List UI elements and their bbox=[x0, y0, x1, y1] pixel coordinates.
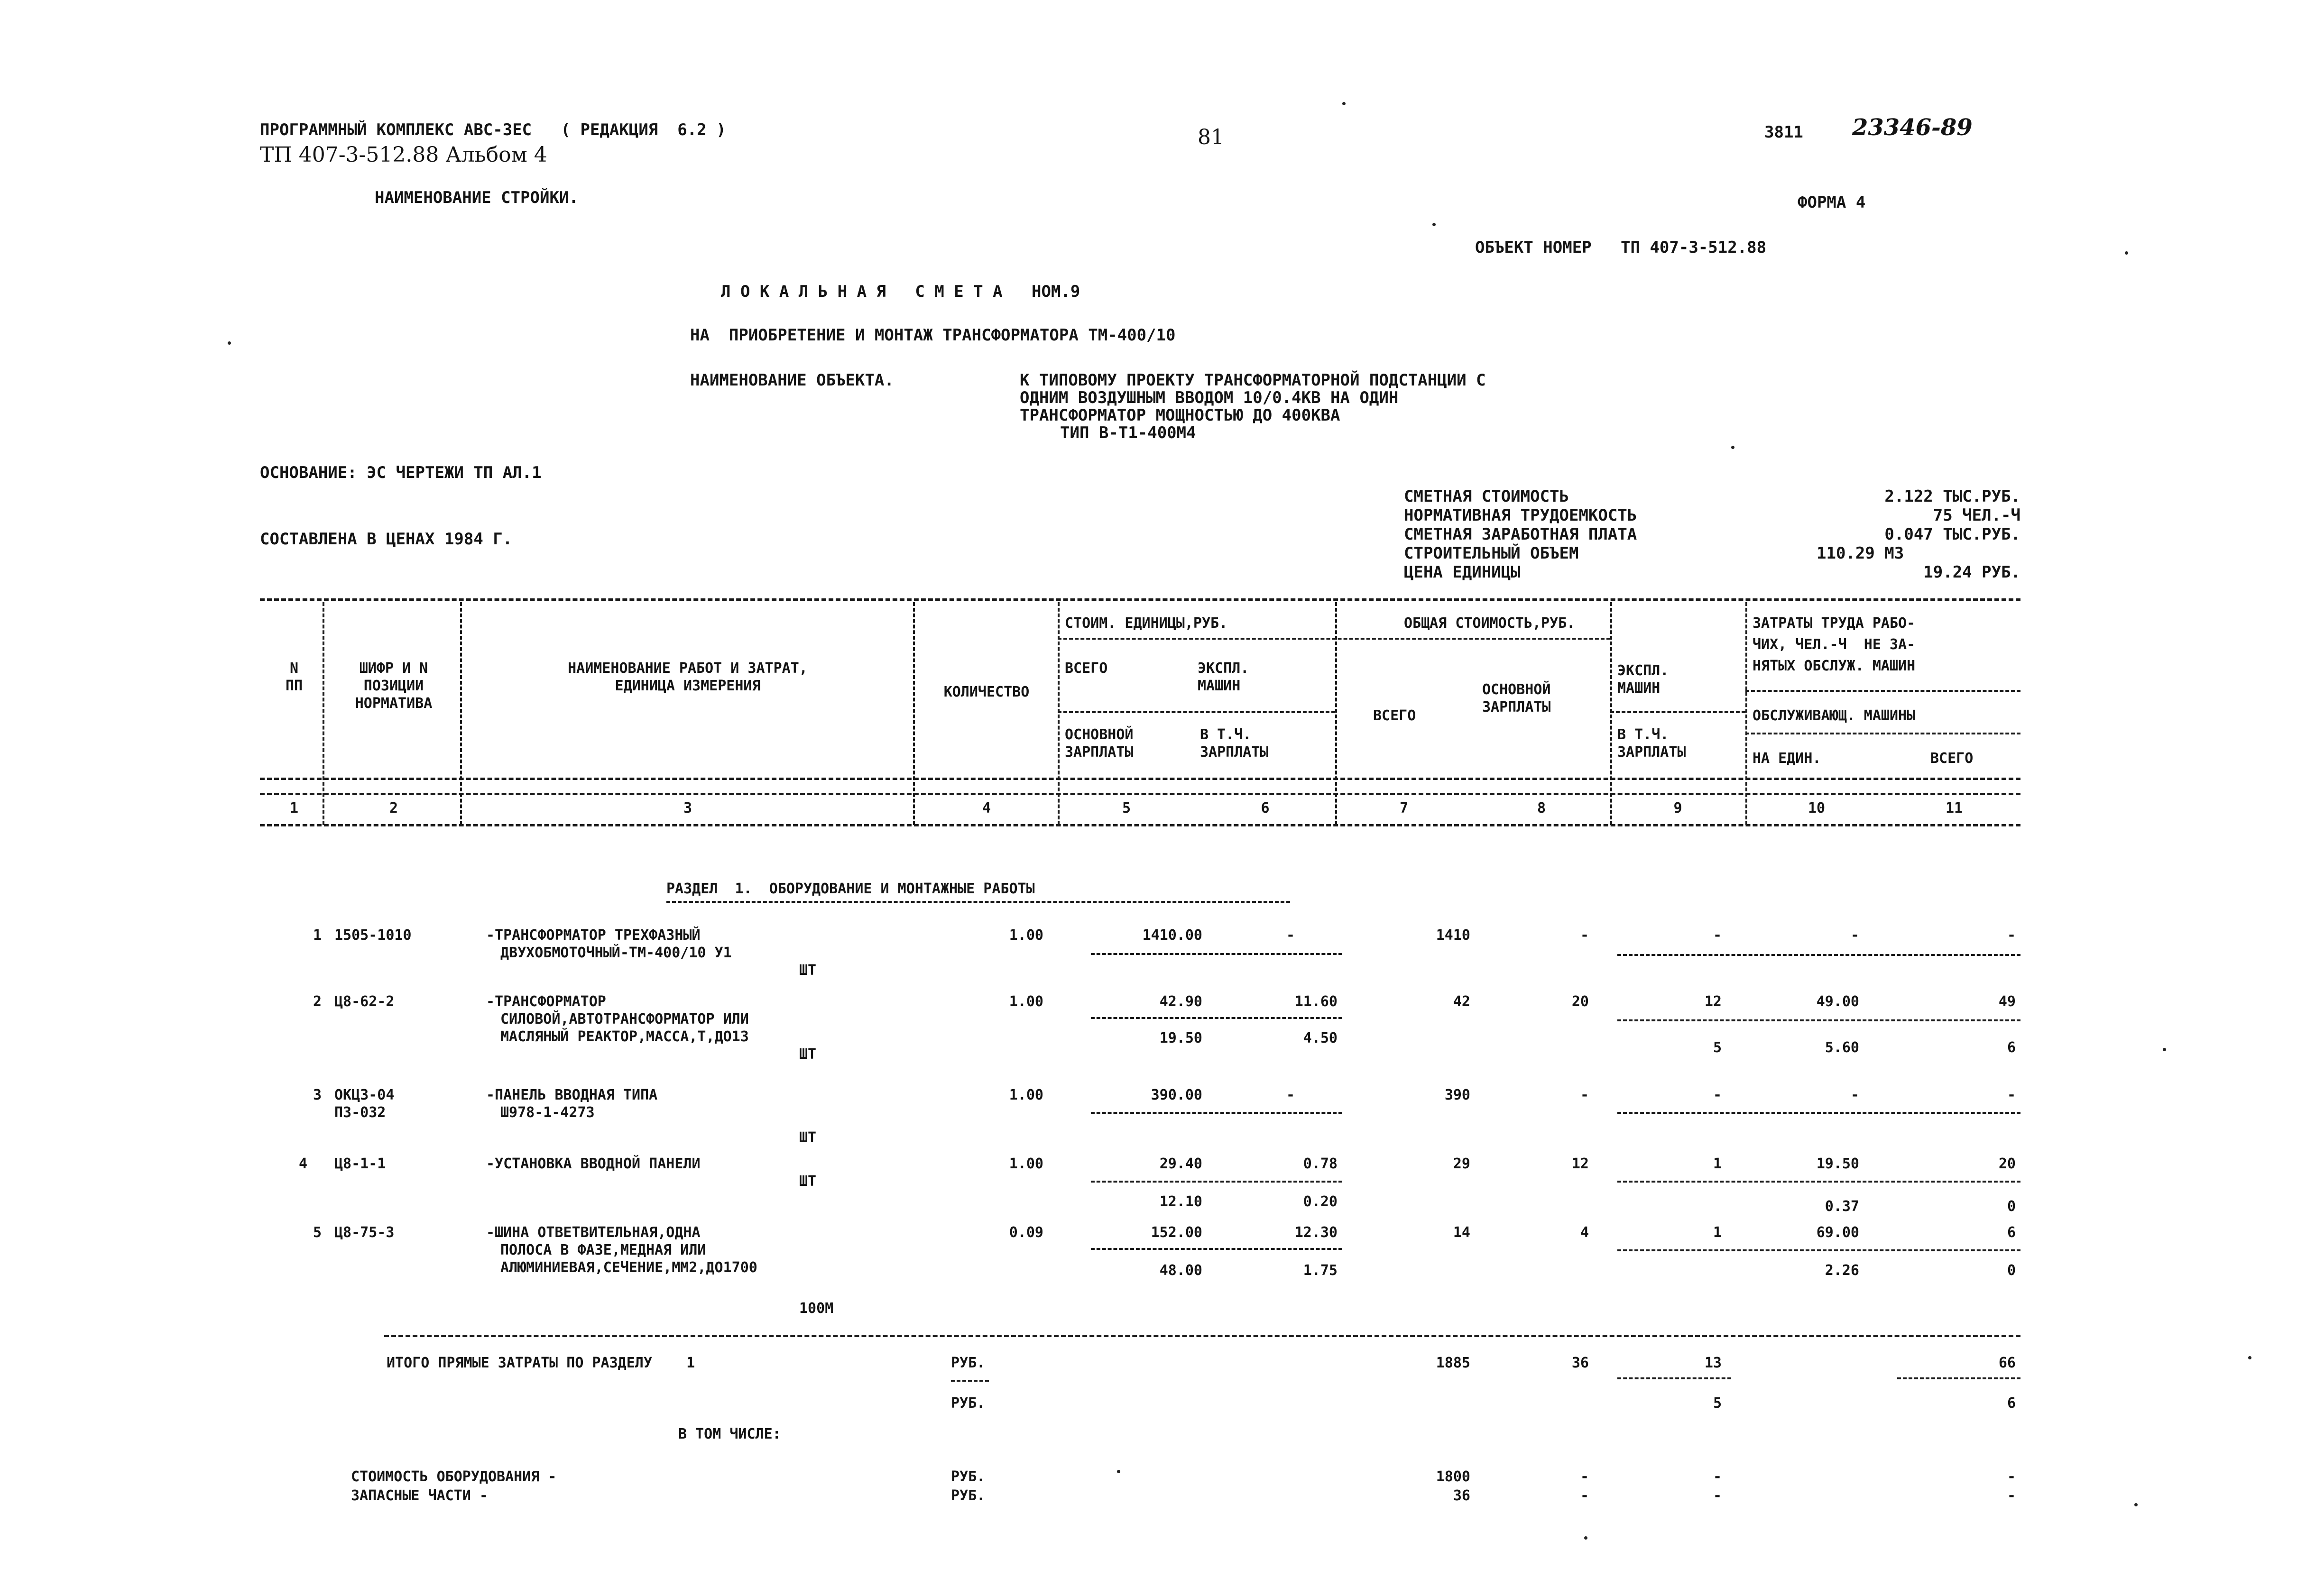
row-3-total-machines: - bbox=[1713, 1087, 1722, 1103]
row-2-labor-unit: 49.00 bbox=[1816, 993, 1859, 1010]
row-5-unit-incl: 1.75 bbox=[1303, 1262, 1338, 1279]
column-number: 8 bbox=[1537, 800, 1546, 816]
totals-total: 1885 bbox=[1436, 1355, 1470, 1371]
object-line-3: ТРАНСФОРМАТОР МОЩНОСТЬЮ ДО 400КВА bbox=[1020, 406, 1340, 425]
summary-label-wage: СМЕТНАЯ ЗАРАБОТНАЯ ПЛАТА bbox=[1404, 525, 1637, 544]
totals-unit-rule bbox=[951, 1380, 989, 1382]
row-2-labor-total: 49 bbox=[1998, 993, 2016, 1010]
column-separator bbox=[913, 602, 915, 825]
row-4-labor-unit-2: 0.37 bbox=[1825, 1198, 1859, 1215]
header-unit-machines-1: ЭКСПЛ. bbox=[1198, 660, 1249, 677]
header-unit-cost: СТОИМ. ЕДИНИЦЫ,РУБ. bbox=[1065, 615, 1228, 632]
row-4-unit-wage: 12.10 bbox=[1159, 1193, 1202, 1210]
row-1-rule bbox=[1091, 953, 1342, 955]
row-4-unit-incl: 0.20 bbox=[1303, 1193, 1338, 1210]
estimate-subject: НА ПРИОБРЕТЕНИЕ И МОНТАЖ ТРАНСФОРМАТОРА ТМ-400/10 bbox=[690, 326, 1176, 345]
row-1-code: 1505-1010 bbox=[334, 927, 412, 944]
program-line: ПРОГРАММНЫЙ КОМПЛЕКС АВС-ЗЕС ( РЕДАКЦИЯ 6.2 ) bbox=[260, 120, 726, 139]
row-4-total-machines: 1 bbox=[1713, 1156, 1722, 1172]
totals-labor-rule bbox=[1897, 1377, 2020, 1379]
row-2-number: 2 bbox=[313, 993, 322, 1010]
column-number: 6 bbox=[1261, 800, 1270, 816]
row-5-name-2: ПОЛОСА В ФАЗЕ,МЕДНАЯ ИЛИ bbox=[500, 1242, 706, 1258]
scan-speck bbox=[1584, 1536, 1587, 1540]
row-2-total-incl: 5 bbox=[1713, 1039, 1722, 1056]
row-4-total: 29 bbox=[1453, 1156, 1470, 1172]
summary-label-unit-price: ЦЕНА ЕДИНИЦЫ bbox=[1404, 563, 1521, 582]
row-5-code: Ц8-75-3 bbox=[334, 1224, 395, 1241]
row-5-quantity: 0.09 bbox=[1009, 1224, 1043, 1241]
totals-labor-2: 6 bbox=[2007, 1395, 2016, 1412]
summary-label-cost: СМЕТНАЯ СТОИМОСТЬ bbox=[1404, 487, 1569, 506]
object-line-2: ОДНИМ ВОЗДУШНЫМ ВВОДОМ 10/0.4КВ НА ОДИН bbox=[1020, 388, 1399, 407]
row-4-code: Ц8-1-1 bbox=[334, 1156, 386, 1172]
header-total-incl-1: В Т.Ч. bbox=[1617, 726, 1669, 743]
object-line-4: ТИП В-Т1-400М4 bbox=[1060, 423, 1196, 442]
row-2-name-3: МАСЛЯНЫЙ РЕАКТОР,МАССА,Т,ДО13 bbox=[500, 1028, 749, 1045]
row-5-unit: 100М bbox=[799, 1300, 834, 1317]
row-2-name-2: СИЛОВОЙ,АВТОТРАНСФОРМАТОР ИЛИ bbox=[500, 1011, 749, 1027]
spare-parts-wage: - bbox=[1580, 1487, 1589, 1504]
row-5-total: 14 bbox=[1453, 1224, 1470, 1241]
table-top-rule bbox=[260, 598, 2020, 601]
row-1-number: 1 bbox=[313, 927, 322, 944]
header-sub-rule bbox=[1058, 711, 1335, 713]
equipment-cost-wage: - bbox=[1580, 1468, 1589, 1485]
row-5-unit-wage: 48.00 bbox=[1159, 1262, 1202, 1279]
scan-speck bbox=[1342, 102, 1346, 105]
totals-machines-rule bbox=[1617, 1377, 1731, 1379]
equipment-cost-unit: РУБ. bbox=[951, 1468, 986, 1485]
row-2-unit-machines: 11.60 bbox=[1294, 993, 1338, 1010]
document-code: 3811 bbox=[1764, 123, 1803, 142]
row-3-name-2: Ш978-1-4273 bbox=[500, 1104, 595, 1121]
row-2-name-1: -ТРАНСФОРМАТОР bbox=[486, 993, 606, 1010]
row-4-rule bbox=[1091, 1181, 1342, 1183]
column-number: 4 bbox=[982, 800, 991, 816]
column-separator bbox=[460, 602, 462, 825]
column-number: 10 bbox=[1808, 800, 1826, 816]
header-total-incl-2: ЗАРПЛАТЫ bbox=[1617, 744, 1686, 761]
row-2-total-wage: 20 bbox=[1571, 993, 1589, 1010]
table-header-rule bbox=[260, 778, 2020, 780]
row-5-name-3: АЛЮМИНИЕВАЯ,СЕЧЕНИЕ,ММ2,ДО1700 bbox=[500, 1259, 757, 1276]
column-number: 2 bbox=[389, 800, 398, 816]
row-3-rule bbox=[1091, 1112, 1342, 1114]
row-3-total-wage: - bbox=[1580, 1087, 1589, 1103]
row-2-rule bbox=[1091, 1017, 1342, 1019]
section-title-underline bbox=[666, 901, 1290, 903]
row-4-name-1: -УСТАНОВКА ВВОДНОЙ ПАНЕЛИ bbox=[486, 1156, 701, 1172]
construction-name-label: НАИМЕНОВАНИЕ СТРОЙКИ. bbox=[375, 188, 579, 207]
row-1-unit-machines: - bbox=[1286, 927, 1295, 944]
header-sub-rule bbox=[1058, 638, 1610, 640]
scan-speck bbox=[2125, 251, 2128, 255]
form-label: ФОРМА 4 bbox=[1798, 193, 1866, 212]
row-2-total: 42 bbox=[1453, 993, 1470, 1010]
handwritten-inventory-number: 23346-89 bbox=[1852, 114, 1973, 141]
equipment-cost-total: 1800 bbox=[1436, 1468, 1470, 1485]
row-1-total-machines: - bbox=[1713, 927, 1722, 944]
row-4-unit: ШТ bbox=[799, 1173, 817, 1190]
summary-value-labor: 75 ЧЕЛ.-Ч bbox=[1933, 506, 2020, 525]
header-sub-rule bbox=[1745, 733, 2020, 734]
summary-label-volume: СТРОИТЕЛЬНЫЙ ОБЪЕМ bbox=[1404, 544, 1579, 563]
summary-value-wage: 0.047 ТЫС.РУБ. bbox=[1884, 525, 2020, 544]
including-label: В ТОМ ЧИСЛЕ: bbox=[678, 1426, 781, 1442]
header-total-all: ВСЕГО bbox=[1373, 707, 1416, 724]
header-name-2: ЕДИНИЦА ИЗМЕРЕНИЯ bbox=[615, 678, 761, 694]
object-name-label: НАИМЕНОВАНИЕ ОБЪЕКТА. bbox=[690, 371, 894, 390]
row-3-labor-unit: - bbox=[1850, 1087, 1859, 1103]
column-separator bbox=[1610, 602, 1612, 825]
header-unit-total: ВСЕГО bbox=[1065, 660, 1108, 677]
column-numbers-top-rule bbox=[260, 793, 2020, 795]
row-1-quantity: 1.00 bbox=[1009, 927, 1043, 944]
row-4-unit-machines: 0.78 bbox=[1303, 1156, 1338, 1172]
row-2-unit-wage: 19.50 bbox=[1159, 1030, 1202, 1046]
row-4-labor-unit: 19.50 bbox=[1816, 1156, 1859, 1172]
spare-parts-labor: - bbox=[2007, 1487, 2016, 1504]
row-3-labor-total: - bbox=[2007, 1087, 2016, 1103]
row-5-number: 5 bbox=[313, 1224, 322, 1241]
scan-speck bbox=[1731, 446, 1734, 449]
row-5-name-1: -ШИНА ОТВЕТВИТЕЛЬНАЯ,ОДНА bbox=[486, 1224, 701, 1241]
scan-speck bbox=[228, 341, 231, 345]
object-line-1: К ТИПОВОМУ ПРОЕКТУ ТРАНСФОРМАТОРНОЙ ПОДСТАНЦИИ С bbox=[1020, 371, 1486, 390]
header-code-1: ШИФР И N bbox=[359, 660, 428, 677]
project-reference: ТП 407-3-512.88 Альбом 4 bbox=[260, 143, 547, 167]
column-separator bbox=[1745, 602, 1747, 825]
row-1-unit: ШТ bbox=[799, 962, 817, 979]
row-3-unit-machines: - bbox=[1286, 1087, 1295, 1103]
scan-speck bbox=[1432, 223, 1436, 226]
row-1-labor-rule bbox=[1617, 954, 2020, 956]
totals-unit-2: РУБ. bbox=[951, 1395, 986, 1412]
row-3-unit-total: 390.00 bbox=[1151, 1087, 1202, 1103]
row-3-number: 3 bbox=[313, 1087, 322, 1103]
row-5-labor-unit: 69.00 bbox=[1816, 1224, 1859, 1241]
header-total-machines-2: МАШИН bbox=[1617, 680, 1660, 697]
totals-label: ИТОГО ПРЯМЫЕ ЗАТРАТЫ ПО РАЗДЕЛУ 1 bbox=[387, 1355, 695, 1371]
row-4-labor-total-2: 0 bbox=[2007, 1198, 2016, 1215]
summary-value-unit-price: 19.24 РУБ. bbox=[1923, 563, 2020, 582]
column-numbers-bottom-rule bbox=[260, 824, 2020, 826]
equipment-cost-label: СТОИМОСТЬ ОБОРУДОВАНИЯ - bbox=[351, 1468, 557, 1485]
prices-year-line: СОСТАВЛЕНА В ЦЕНАХ 1984 Г. bbox=[260, 530, 513, 549]
column-number: 3 bbox=[683, 800, 692, 816]
column-number: 1 bbox=[289, 800, 299, 816]
row-3-total: 390 bbox=[1444, 1087, 1470, 1103]
row-5-total-wage: 4 bbox=[1580, 1224, 1589, 1241]
summary-value-cost: 2.122 ТЫС.РУБ. bbox=[1884, 487, 2020, 506]
header-labor-1: ЗАТРАТЫ ТРУДА РАБО- bbox=[1753, 615, 1916, 632]
row-2-unit: ШТ bbox=[799, 1046, 817, 1063]
summary-label-labor: НОРМАТИВНАЯ ТРУДОЕМКОСТЬ bbox=[1404, 506, 1637, 525]
header-n: N bbox=[289, 660, 299, 677]
header-labor-per-unit: НА ЕДИН. bbox=[1753, 750, 1821, 767]
scan-speck bbox=[1117, 1470, 1120, 1473]
row-1-total: 1410 bbox=[1436, 927, 1470, 944]
row-4-number: 4 bbox=[299, 1156, 308, 1172]
row-3-name-1: -ПАНЕЛЬ ВВОДНАЯ ТИПА bbox=[486, 1087, 658, 1103]
totals-unit-1: РУБ. bbox=[951, 1355, 986, 1371]
column-number: 5 bbox=[1122, 800, 1131, 816]
basis-line: ОСНОВАНИЕ: ЭС ЧЕРТЕЖИ ТП АЛ.1 bbox=[260, 463, 542, 482]
column-separator bbox=[1335, 602, 1337, 825]
row-2-labor-total-2: 6 bbox=[2007, 1039, 2016, 1056]
header-unit-wage-2: ЗАРПЛАТЫ bbox=[1065, 744, 1134, 761]
row-4-labor-total: 20 bbox=[1998, 1156, 2016, 1172]
page-number: 81 bbox=[1198, 125, 1224, 149]
row-5-unit-machines: 12.30 bbox=[1294, 1224, 1338, 1241]
row-5-rule bbox=[1091, 1248, 1342, 1250]
header-total-machines-1: ЭКСПЛ. bbox=[1617, 662, 1669, 679]
totals-top-rule bbox=[384, 1335, 2020, 1337]
spare-parts-total: 36 bbox=[1453, 1487, 1470, 1504]
row-5-labor-rule bbox=[1617, 1249, 2020, 1251]
equipment-cost-labor: - bbox=[2007, 1468, 2016, 1485]
row-1-unit-total: 1410.00 bbox=[1142, 927, 1202, 944]
header-total-wage-2: ЗАРПЛАТЫ bbox=[1482, 699, 1551, 715]
column-number: 11 bbox=[1945, 800, 1963, 816]
row-2-unit-total: 42.90 bbox=[1159, 993, 1202, 1010]
row-1-name-2: ДВУХОБМОТОЧНЫЙ-ТМ-400/10 У1 bbox=[500, 945, 732, 961]
column-separator bbox=[323, 602, 324, 825]
row-1-labor-total: - bbox=[2007, 927, 2016, 944]
row-5-labor-unit-2: 2.26 bbox=[1825, 1262, 1859, 1279]
row-1-labor-unit: - bbox=[1850, 927, 1859, 944]
scan-speck bbox=[2248, 1356, 2251, 1359]
equipment-cost-machines: - bbox=[1713, 1468, 1722, 1485]
row-5-labor-total: 6 bbox=[2007, 1224, 2016, 1241]
header-pp: ПП bbox=[285, 678, 303, 694]
header-unit-incl-1: В Т.Ч. bbox=[1200, 726, 1252, 743]
header-unit-incl-2: ЗАРПЛАТЫ bbox=[1200, 744, 1269, 761]
row-2-unit-incl: 4.50 bbox=[1303, 1030, 1338, 1046]
row-5-unit-total: 152.00 bbox=[1151, 1224, 1202, 1241]
row-4-labor-rule bbox=[1617, 1181, 2020, 1183]
scan-speck bbox=[2163, 1048, 2166, 1051]
row-1-total-wage: - bbox=[1580, 927, 1589, 944]
object-number: ОБЪЕКТ НОМЕР ТП 407-3-512.88 bbox=[1475, 238, 1767, 257]
row-1-name-1: -ТРАНСФОРМАТОР ТРЕХФАЗНЫЙ bbox=[486, 927, 701, 944]
header-total-cost: ОБЩАЯ СТОИМОСТЬ,РУБ. bbox=[1404, 615, 1576, 632]
totals-wage: 36 bbox=[1571, 1355, 1589, 1371]
column-number: 7 bbox=[1399, 800, 1409, 816]
row-3-code: ОКЦ3-04 bbox=[334, 1087, 395, 1103]
header-code-2: ПОЗИЦИИ bbox=[363, 678, 424, 694]
totals-machines: 13 bbox=[1704, 1355, 1722, 1371]
row-3-labor-rule bbox=[1617, 1112, 2020, 1114]
header-labor-sub: ОБСЛУЖИВАЮЩ. МАШИНЫ bbox=[1753, 707, 1916, 724]
row-2-labor-rule bbox=[1617, 1019, 2020, 1021]
scan-speck bbox=[2134, 1503, 2138, 1506]
spare-parts-machines: - bbox=[1713, 1487, 1722, 1504]
header-sub-rule bbox=[1745, 690, 2020, 692]
row-3-quantity: 1.00 bbox=[1009, 1087, 1043, 1103]
header-quantity: КОЛИЧЕСТВО bbox=[943, 684, 1030, 700]
header-labor-3: НЯТЫХ ОБСЛУЖ. МАШИН bbox=[1753, 658, 1916, 674]
header-total-wage-1: ОСНОВНОЙ bbox=[1482, 681, 1551, 698]
header-sub-rule bbox=[1610, 711, 1745, 713]
spare-parts-label: ЗАПАСНЫЕ ЧАСТИ - bbox=[351, 1487, 488, 1504]
header-unit-wage-1: ОСНОВНОЙ bbox=[1065, 726, 1134, 743]
column-number: 9 bbox=[1673, 800, 1682, 816]
row-4-quantity: 1.00 bbox=[1009, 1156, 1043, 1172]
row-5-labor-total-2: 0 bbox=[2007, 1262, 2016, 1279]
row-3-code-2: П3-032 bbox=[334, 1104, 386, 1121]
section-title: РАЗДЕЛ 1. ОБОРУДОВАНИЕ И МОНТАЖНЫЕ РАБОТЫ bbox=[666, 881, 1035, 897]
row-2-labor-unit-2: 5.60 bbox=[1825, 1039, 1859, 1056]
totals-incl: 5 bbox=[1713, 1395, 1722, 1412]
header-unit-machines-2: МАШИН bbox=[1198, 678, 1241, 694]
spare-parts-unit: РУБ. bbox=[951, 1487, 986, 1504]
column-separator bbox=[1058, 602, 1060, 825]
header-code-3: НОРМАТИВА bbox=[355, 695, 433, 712]
row-2-code: Ц8-62-2 bbox=[334, 993, 395, 1010]
row-2-quantity: 1.00 bbox=[1009, 993, 1043, 1010]
row-4-total-wage: 12 bbox=[1571, 1156, 1589, 1172]
header-name-1: НАИМЕНОВАНИЕ РАБОТ И ЗАТРАТ, bbox=[568, 660, 808, 677]
totals-labor: 66 bbox=[1998, 1355, 2016, 1371]
summary-value-volume: 110.29 М3 bbox=[1817, 544, 1904, 563]
estimate-title: Л О К А Л Ь Н А Я С М Е Т А НОМ.9 bbox=[721, 282, 1080, 301]
row-4-unit-total: 29.40 bbox=[1159, 1156, 1202, 1172]
header-labor-total: ВСЕГО bbox=[1930, 750, 1974, 767]
row-3-unit: ШТ bbox=[799, 1129, 817, 1146]
row-2-total-machines: 12 bbox=[1704, 993, 1722, 1010]
header-labor-2: ЧИХ, ЧЕЛ.-Ч НЕ ЗА- bbox=[1753, 636, 1916, 653]
row-5-total-machines: 1 bbox=[1713, 1224, 1722, 1241]
